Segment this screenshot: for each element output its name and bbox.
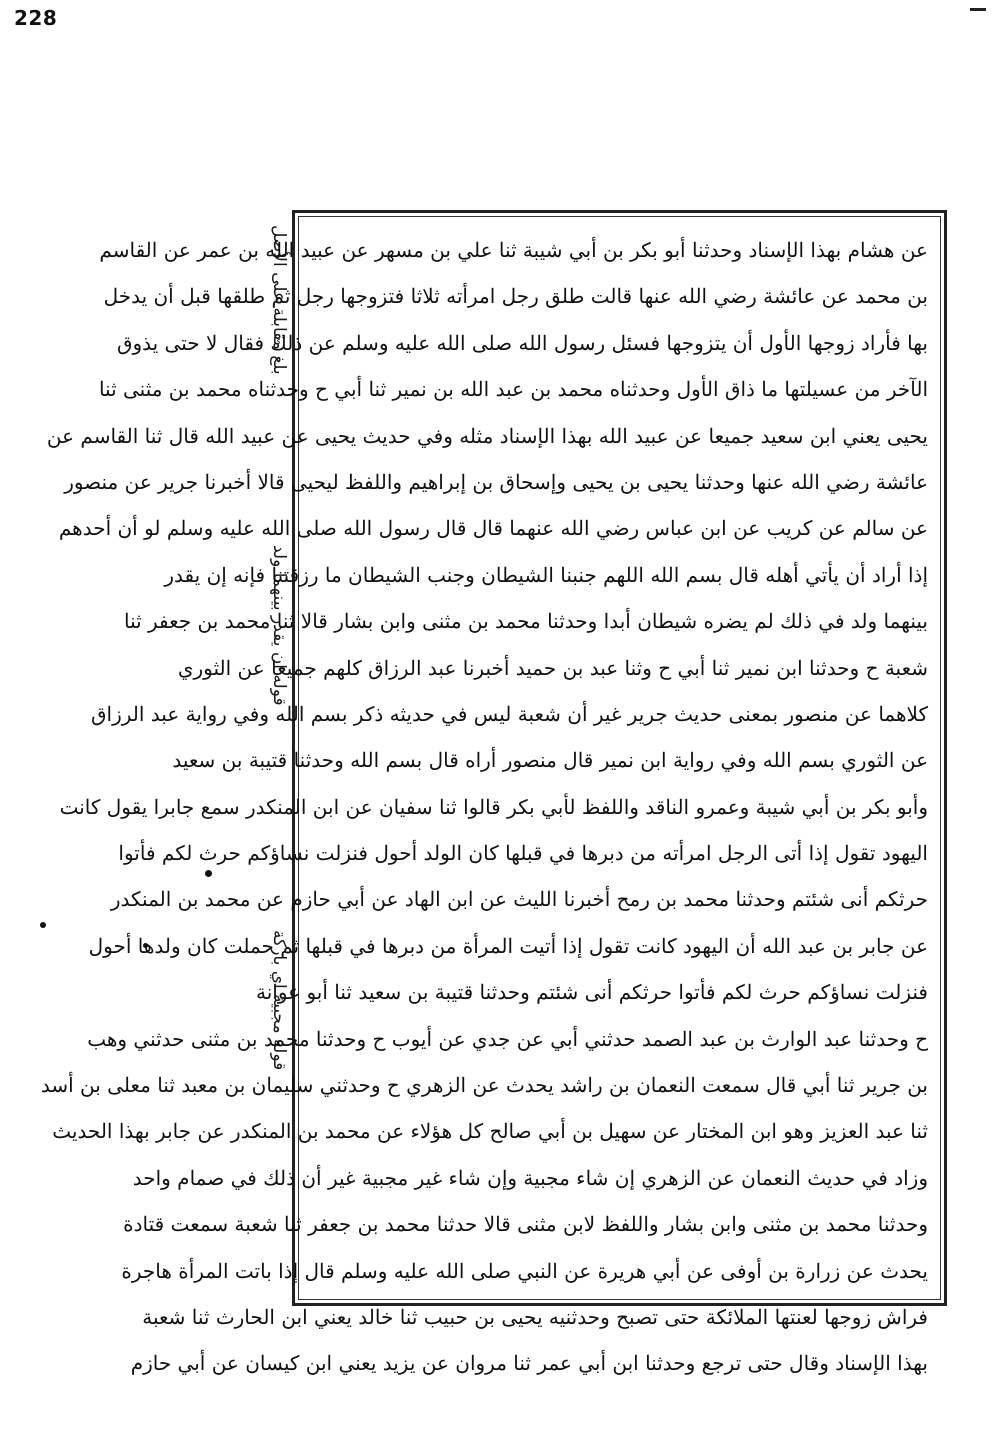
manuscript-line: عن سالم عن كريب عن ابن عباس رضي الله عنهما قال قال رسول الله صلى الله عليه وسلم لو أن أحدهم (58, 516, 928, 541)
manuscript-line: عن جابر بن عبد الله أن اليهود كانت تقول إذا أتيت المرأة من دبرها في قبلها ثم حملت كان ولدها أحول (88, 933, 928, 958)
manuscript-line: يحدث عن زرارة بن أوفى عن أبي هريرة عن النبي صلى الله عليه وسلم قال إذا باتت المرأة هاجرة (121, 1258, 928, 1283)
manuscript-line: فراش زوجها لعنتها الملائكة حتى تصبح وحدثنيه يحيى بن حبيب ثنا خالد يعني ابن الحارث ثنا شعبة (142, 1304, 928, 1329)
manuscript-line: اليهود تقول إذا أتى الرجل امرأته من دبرها في قبلها كان الولد أحول فنزلت نساؤكم حرث لكم فأتوا (118, 841, 928, 866)
manuscript-line: بهذا الإسناد وقال حتى ترجع وحدثنا ابن أبي عمر ثنا مروان عن يزيد يعني ابن كيسان عن أبي حازم (130, 1351, 928, 1376)
manuscript-line: وزاد في حديث النعمان عن الزهري إن شاء مجبية وإن شاء غير مجبية غير أن ذلك في صمام واحد (132, 1165, 928, 1190)
manuscript-line: عائشة رضي الله عنها وحدثنا يحيى بن يحيى وإسحاق بن إبراهيم واللفظ ليحيى قالا أخبرنا جرير عن منصور (64, 469, 928, 494)
manuscript-line: ثنا عبد العزيز وهو ابن المختار عن سهيل بن أبي صالح كل هؤلاء عن محمد بن المنكدر عن جابر بهذا الحديث (52, 1119, 928, 1144)
manuscript-line: كلاهما عن منصور بمعنى حديث جرير غير أن شعبة ليس في حديثه ذكر بسم الله وفي رواية عبد الرزاق (91, 701, 928, 726)
manuscript-line: إذا أراد أن يأتي أهله قال بسم الله اللهم جنبنا الشيطان وجنب الشيطان ما رزقتنا فإنه إن يقدر (164, 562, 928, 587)
manuscript-line: عن هشام بهذا الإسناد وحدثنا أبو بكر بن أبي شيبة ثنا علي بن مسهر عن عبيد الله بن عمر عن القاسم (99, 238, 928, 262)
manuscript-line: يحيى يعني ابن سعيد جميعا عن عبيد الله بهذا الإسناد مثله وفي حديث يحيى عن عبيد الله قال ثنا القاسم عن (46, 423, 928, 448)
margin-note: قوله مجبية اي باركة (269, 930, 289, 1071)
manuscript-line: فنزلت نساؤكم حرث لكم فأتوا حرثكم أنى شئتم وحدثنا قتيبة بن سعيد ثنا أبو عوانة (256, 980, 928, 1005)
manuscript-line: بن جرير ثنا أبي قال سمعت النعمان بن راشد يحدث عن الزهري ح وحدثني سليمان بن معبد ثنا معلى بن أسد (40, 1073, 928, 1098)
manuscript-line: وحدثنا محمد بن مثنى وابن بشار واللفظ لابن مثنى قالا حدثنا محمد بن جعفر ثنا شعبة سمعت قتادة (123, 1212, 928, 1237)
page-number: 228 (14, 6, 58, 30)
manuscript-line: الآخر من عسيلتها ما ذاق الأول وحدثناه محمد بن عبد الله بن نمير ثنا أبي ح وحدثناه محمد بن مثنى ثنا (98, 377, 928, 402)
manuscript-line: بينهما ولد في ذلك لم يضره شيطان أبدا وحدثنا محمد بن مثنى وابن بشار قالا ثنا محمد بن جعفر ثنا (123, 609, 928, 634)
manuscript-line: ح وحدثنا عبد الوارث بن عبد الصمد حدثني أبي عن جدي عن أيوب ح وحدثنا محمد بن مثنى حدثني وهب (87, 1026, 928, 1051)
ink-dot (40, 922, 46, 928)
manuscript-line: شعبة ح وحدثنا ابن نمير ثنا أبي ح وثنا عبد بن حميد أخبرنا عبد الرزاق كلهم جميعا عن الثوري (177, 655, 928, 680)
manuscript-line: بها فأراد زوجها الأول أن يتزوجها فسئل رسول الله صلى الله عليه وسلم عن ذلك فقال لا حتى يذوق (116, 330, 928, 355)
manuscript-line: حرثكم أنى شئتم وحدثنا محمد بن رمح أخبرنا الليث عن ابن الهاد عن أبي حازم عن محمد بن المنكدر (110, 887, 928, 912)
manuscript-line: بن محمد عن عائشة رضي الله عنها قالت طلق رجل امرأته ثلاثا فتزوجها رجل ثم طلقها قبل أن يدخل (103, 284, 928, 309)
manuscript-line: وأبو بكر بن أبي شيبة وعمرو الناقد واللفظ لأبي بكر قالوا ثنا سفيان عن ابن المنكدر سمع جابرا يقول كانت (59, 794, 928, 819)
margin-note: قوله ان يقدر بينهما ولد (269, 545, 289, 706)
manuscript-line: عن الثوري بسم الله وفي رواية ابن نمير قال منصور أراه قال بسم الله وحدثنا قتيبة بن سعيد (172, 748, 928, 773)
margin-note: بلغ مقابلة على الأصل (269, 225, 289, 375)
corner-mark (970, 8, 986, 21)
